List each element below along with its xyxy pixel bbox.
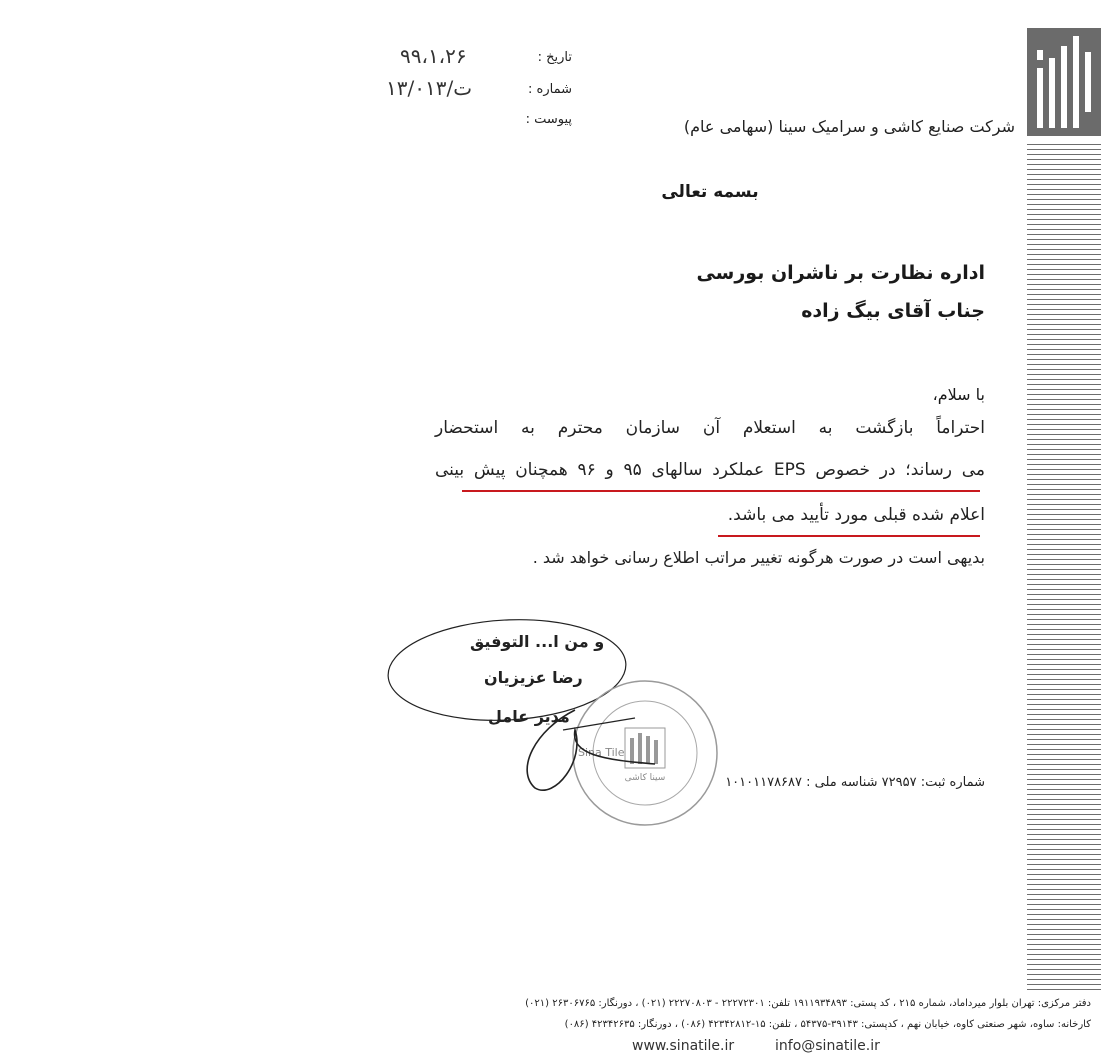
attachment-label: پیوست : <box>525 112 572 127</box>
number-value: ت/۱۳/۰۱۳ <box>386 76 473 100</box>
letter-heading: بسمه تعالی <box>661 182 759 202</box>
registration-info: شماره ثبت: ۷۲۹۵۷ شناسه ملی : ۱۰۱۰۱۱۷۸۶۸۷ <box>725 775 985 790</box>
recipient-person: جناب آقای بیگ زاده <box>801 300 985 322</box>
body-line: اعلام شده قبلی مورد تأیید می باشد. <box>727 505 985 525</box>
footer-office-address: دفتر مرکزی: تهران بلوار میرداماد، شماره ۲۱۵ ، کد پستی: ۱۹۱۱۹۳۴۸۹۳ تلفن: ۲۲۲۷۲۳۰۱ - ۲۲۲۷۰۸۰۳ (۰۲۱) ، دورنگار: ۲۶۳۰۶۷۶۵ (۰۲۱) <box>525 998 1091 1009</box>
seal-latin-text: Sina Tile <box>578 746 625 759</box>
signer-name: رضا عزیزیان <box>484 668 583 687</box>
date-label: تاریخ : <box>537 50 572 65</box>
signer-title: مدیر عامل <box>488 707 570 726</box>
footer-email[interactable]: info@sinatile.ir <box>775 1038 880 1054</box>
company-logo <box>1027 28 1101 136</box>
closing-phrase: و من ا... التوفیق <box>470 632 605 651</box>
decorative-stripes <box>1027 140 1101 990</box>
body-line: می رساند؛ در خصوص EPS عملکرد سالهای ۹۵ و ۹۶ همچنان پیش بینی <box>435 460 986 480</box>
body-line: احتراماً بازگشت به استعلام آن سازمان محترم به استحضار <box>435 418 985 438</box>
greeting: با سلام، <box>932 385 985 404</box>
company-name: شرکت صنایع کاشی و سرامیک سینا (سهامی عام) <box>683 117 1015 136</box>
body-line: بدیهی است در صورت هرگونه تغییر مراتب اطلاع رسانی خواهد شد . <box>532 548 985 567</box>
number-label: شماره : <box>528 82 572 97</box>
highlight-underline <box>718 535 980 537</box>
seal-persian-text: سینا کاشی <box>624 773 666 783</box>
footer-factory-address: کارخانه: ساوه، شهر صنعتی کاوه، خیابان نهم ، کدپستی: ۳۹۱۴۳-۵۴۳۷۵ ، تلفن: ۱۵-۴۲۳۴۲۸۱۲ (۰۸۶) ، دورنگار: ۴۲۳۴۲۶۳۵ (۰۸۶) <box>564 1019 1091 1030</box>
footer-website[interactable]: www.sinatile.ir <box>632 1038 735 1054</box>
recipient-department: اداره نظارت بر ناشران بورسی <box>696 262 985 284</box>
highlight-underline <box>462 490 980 492</box>
date-value: ۹۹،۱،۲۶ <box>400 44 467 68</box>
